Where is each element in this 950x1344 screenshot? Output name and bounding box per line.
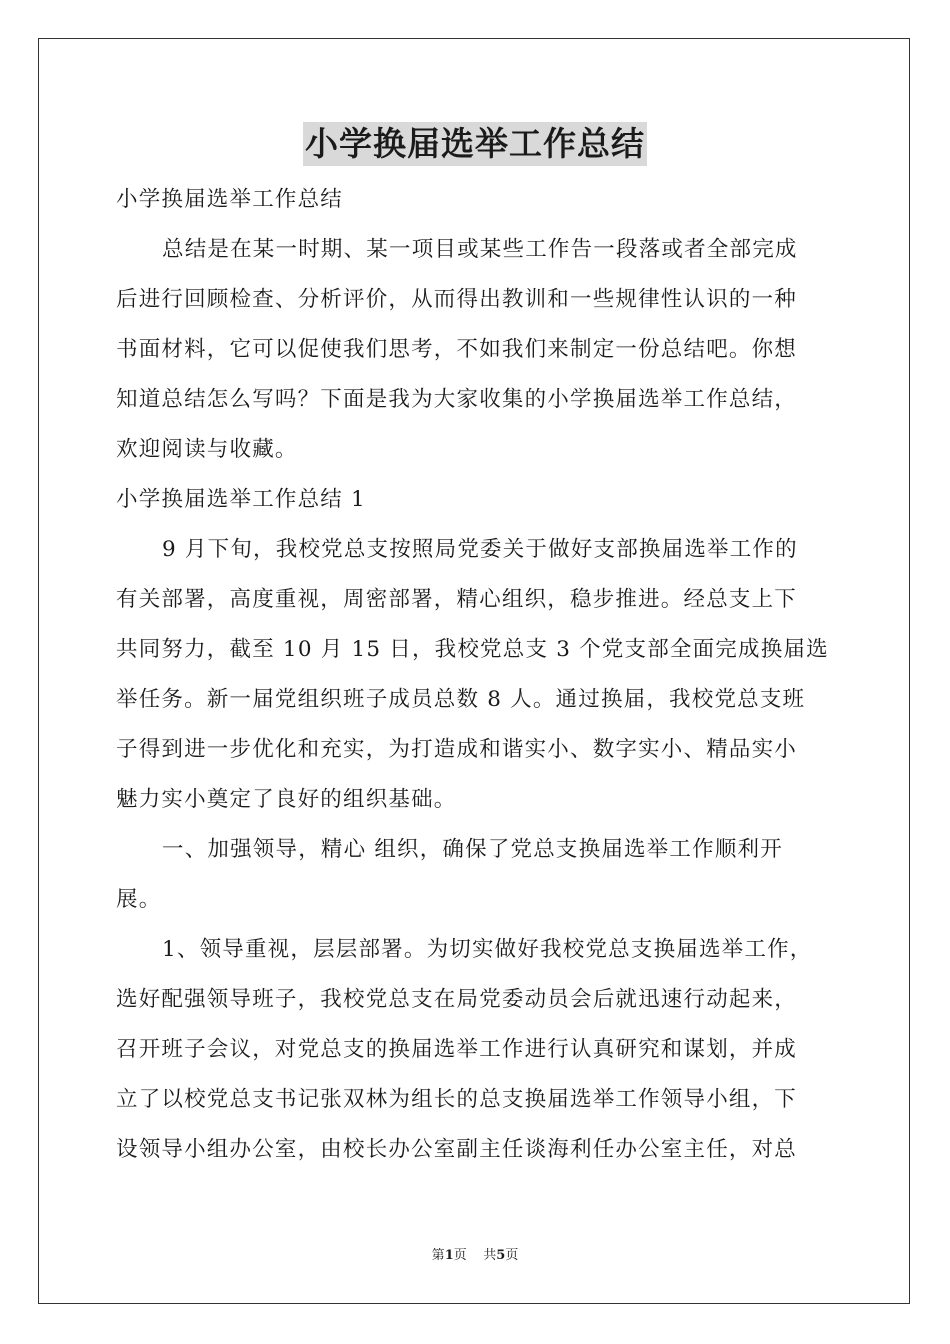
text-line: 知道总结怎么写吗？下面是我为大家收集的小学换届选举工作总结，	[116, 387, 798, 412]
text-line: 9 月下旬，我校党总支按照局党委关于做好支部换届选举工作的	[162, 537, 798, 562]
text-line: 立了以校党总支书记张双林为组长的总支换届选举工作领导小组，下	[116, 1087, 798, 1112]
text-line: 子得到进一步优化和充实，为打造成和谐实小、数字实小、精品实小	[116, 737, 798, 762]
text-line: 总结是在某一时期、某一项目或某些工作告一段落或者全部完成	[162, 237, 798, 262]
text-line: 展。	[116, 887, 162, 912]
text-line: 一、加强领导，精心 组织，确保了党总支换届选举工作顺利开	[162, 837, 783, 862]
text-line: 魅力实小奠定了良好的组织基础。	[116, 787, 457, 812]
text-line: 小学换届选举工作总结	[116, 187, 344, 212]
footer-page-current: 1	[444, 1248, 454, 1263]
footer-page-total: 5	[496, 1248, 506, 1263]
text-line: 小学换届选举工作总结 1	[116, 487, 366, 512]
document-title: 小学换届选举工作总结	[303, 122, 647, 166]
text-line: 召开班子会议，对党总支的换届选举工作进行认真研究和谋划，并成	[116, 1037, 798, 1062]
footer-page-prefix: 第	[431, 1248, 445, 1263]
text-line: 后进行回顾检查、分析评价，从而得出教训和一些规律性认识的一种	[116, 287, 798, 312]
title-container	[0, 122, 950, 166]
page-footer	[0, 1246, 950, 1266]
footer-page-mid: 页 共	[453, 1248, 497, 1263]
text-line: 1、领导重视，层层部署。为切实做好我校党总支换届选举工作，	[162, 937, 813, 962]
text-line: 书面材料，它可以促使我们思考，不如我们来制定一份总结吧。你想	[116, 337, 798, 362]
document-body	[116, 180, 834, 1180]
text-line: 设领导小组办公室，由校长办公室副主任谈海利任办公室主任，对总	[116, 1137, 798, 1162]
text-line: 选好配强领导班子，我校党总支在局党委动员会后就迅速行动起来，	[116, 987, 798, 1012]
text-line: 举任务。新一届党组织班子成员总数 8 人。通过换届，我校党总支班	[116, 687, 806, 712]
footer-page-suffix: 页	[505, 1248, 519, 1263]
text-line: 欢迎阅读与收藏。	[116, 437, 298, 462]
text-line: 有关部署，高度重视，周密部署，精心组织，稳步推进。经总支上下	[116, 587, 798, 612]
text-line: 共同努力，截至 10 月 15 日，我校党总支 3 个党支部全面完成换届选	[116, 637, 829, 662]
